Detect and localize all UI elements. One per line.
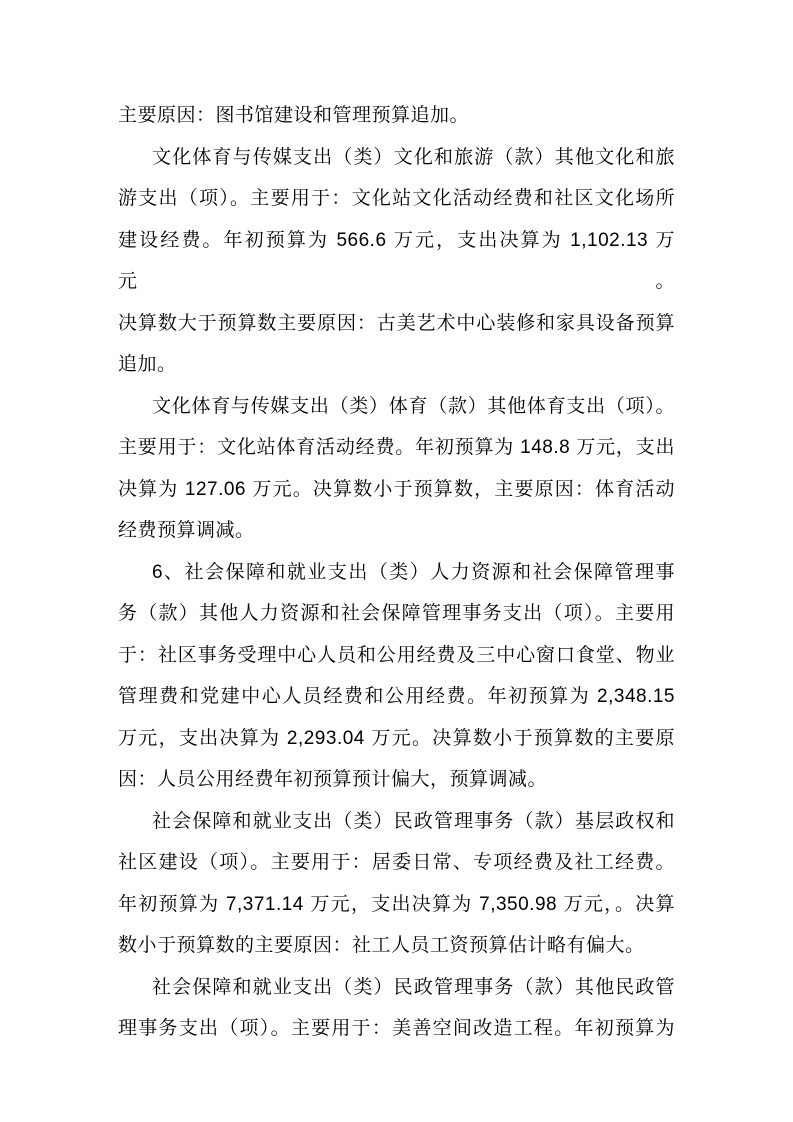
text-line: 游支出（项）。主要用于：文化站文化活动经费和社区文化场所 [118, 188, 675, 209]
text-line: 社会保障和就业支出（类）民政管理事务（款）基层政权和 [152, 810, 675, 832]
text-line: 追加。 [118, 354, 177, 375]
text-line: 决算为 127.06 万元。决算数小于预算数，主要原因：体育活动 [118, 478, 675, 500]
text-line: 建设经费。年初预算为 566.6 万元，支出决算为 1,102.13 万元。 [118, 229, 675, 292]
paragraph-civil-affairs-other [118, 967, 675, 1050]
text-line: 万元，支出决算为 2,293.04 万元。决算数小于预算数的主要原 [118, 727, 675, 749]
text-block [118, 95, 675, 1050]
text-line: 决算数大于预算数主要原因：古美艺术中心装修和家具设备预算 [118, 312, 675, 334]
text-line: 务（款）其他人力资源和社会保障管理事务支出（项）。主要用 [118, 603, 675, 624]
text-line: 于：社区事务受理中心人员和公用经费及三中心窗口食堂、物业 [118, 644, 675, 666]
text-line: 数小于预算数的主要原因：社工人员工资预算估计略有偏大。 [118, 935, 645, 956]
paragraph-main-reason [118, 95, 675, 137]
text-line: 理事务支出（项）。主要用于：美善空间改造工程。年初预算为 [118, 1018, 675, 1039]
text-line: 社会保障和就业支出（类）民政管理事务（款）其他民政管 [152, 976, 675, 998]
paragraph-culture-sports [118, 386, 675, 552]
text-line: 主要原因：图书馆建设和管理预算追加。 [118, 105, 470, 126]
paragraph-culture-tourism [118, 137, 675, 386]
text-line: 经费预算调减。 [118, 520, 255, 541]
text-line: 因：人员公用经费年初预算预计偏大，预算调减。 [118, 769, 548, 790]
text-line: 文化体育与传媒支出（类）文化和旅游（款）其他文化和旅 [152, 146, 675, 168]
text-line: 管理费和党建中心人员经费和公用经费。年初预算为 2,348.15 [118, 686, 675, 707]
paragraph-social-security-hr [118, 552, 675, 801]
text-line: 主要用于：文化站体育活动经费。年初预算为 148.8 万元，支出 [118, 437, 675, 458]
text-line: 社区建设（项）。主要用于：居委日常、专项经费及社工经费。 [118, 852, 675, 873]
text-line: 6、社会保障和就业支出（类）人力资源和社会保障管理事 [152, 561, 675, 583]
text-line: 年初预算为 7,371.14 万元，支出决算为 7,350.98 万元，。决算 [118, 893, 675, 915]
paragraph-civil-affairs-grassroots [118, 801, 675, 967]
text-line: 文化体育与传媒支出（类）体育（款）其他体育支出（项）。 [152, 395, 675, 417]
